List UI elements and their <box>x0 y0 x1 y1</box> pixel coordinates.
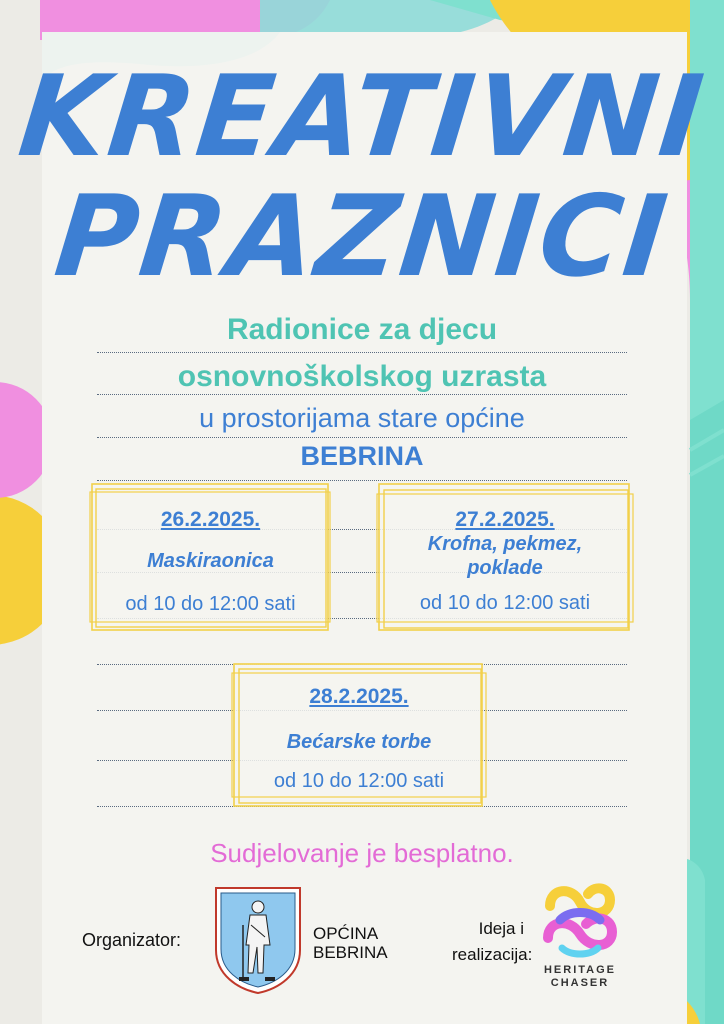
idea-label-line-1: Ideja i <box>478 919 524 938</box>
workshop-name-line-2: poklade <box>467 557 543 579</box>
place-name: BEBRINA <box>300 441 424 471</box>
coat-of-arms-icon <box>213 885 303 995</box>
workshop-name: Bećarske torbe <box>286 731 432 753</box>
workshop-name-line-1: Krofna, pekmez, <box>427 533 583 555</box>
workshop-time: od 10 do 12:00 sati <box>419 592 591 614</box>
workshop-card-1 <box>88 480 333 635</box>
heritage-chaser-logo-icon <box>540 878 620 960</box>
subtitle-line-2: osnovnoškolskog uzrasta <box>177 360 547 393</box>
location-line: u prostorijama stare općine <box>199 403 525 433</box>
workshop-card-2 <box>375 480 635 635</box>
organizer-name-line-1: OPĆINA <box>313 924 379 943</box>
logo-text-line-2: CHASER <box>550 977 610 989</box>
logo-text-line-1: HERITAGE <box>543 964 617 976</box>
idea-label <box>452 916 533 968</box>
workshop-date: 28.2.2025. <box>309 685 409 708</box>
organizer-label: Organizator: <box>82 930 182 950</box>
workshop-time: od 10 do 12:00 sati <box>125 593 296 615</box>
workshop-date: 26.2.2025. <box>160 508 261 531</box>
organizer-name-line-2: BEBRINA <box>313 943 388 962</box>
free-participation-note: Sudjelovanje je besplatno. <box>210 838 514 868</box>
workshop-time: od 10 do 12:00 sati <box>273 770 445 792</box>
title-line-2: PRAZNICI <box>49 172 675 302</box>
workshop-date: 27.2.2025. <box>455 508 555 531</box>
title-line-1: KREATIVNI <box>13 52 711 182</box>
ruled-line <box>97 394 627 395</box>
workshop-card-3 <box>230 660 488 810</box>
organizer-name <box>313 924 388 962</box>
ruled-line <box>97 437 627 438</box>
ruled-line <box>97 352 627 353</box>
idea-label-line-2: realizacija: <box>452 945 533 964</box>
workshop-name: Maskiraonica <box>147 550 274 572</box>
heritage-chaser-wordmark <box>540 964 620 990</box>
subtitle-line-1: Radionice za djecu <box>226 313 498 346</box>
